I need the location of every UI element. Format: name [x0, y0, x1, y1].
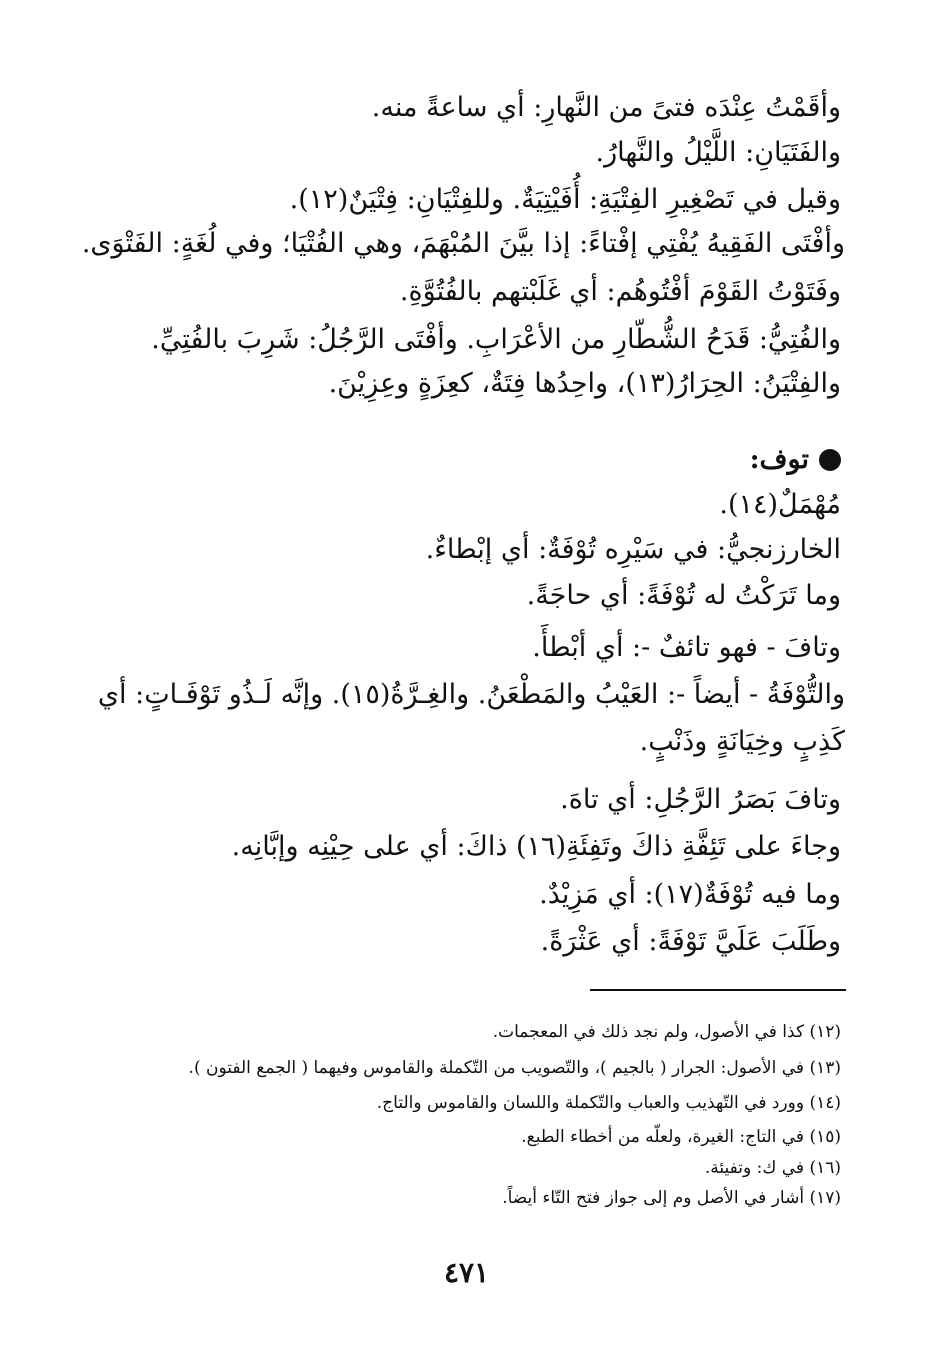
text-line: وما فيه تُوْفَةٌ(١٧): أي مَزِيْدٌ.: [539, 879, 841, 910]
entry-heading: [750, 440, 841, 480]
footnote: (١٦) في ك: وتفيئة.: [704, 1158, 841, 1178]
text-line: وفَتَوْتُ القَوْمَ أفْتُوهُم: أي غَلَبْتهم بالفُتُوَّةِ.: [399, 276, 841, 307]
text-line: والتُّوْفَةُ - أيضاً -: العَيْبُ والمَطْعَنُ. والغِـرَّةُ(١٥). وإنَّه لَـذُو تَوْفَـاتٍ: أي: [97, 679, 845, 710]
text-line: الخارزنجيُّ: في سَيْرِه تُوْفَةٌ: أي إبْطاءٌ.: [425, 534, 841, 565]
footnote: (١٢) كذا في الأصول، ولم نجد ذلك في المعجمات.: [492, 1022, 841, 1042]
footnote: (١٤) وورد في التّهذيب والعباب والتّكملة واللسان والقاموس والتاج.: [376, 1093, 841, 1113]
text-line: وتافَ بَصَرُ الرَّجُلِ: أي تاهَ.: [560, 784, 841, 815]
bullet-icon: [819, 449, 841, 471]
text-line: وما تَرَكْتُ له تُوْفَةً: أي حاجَةً.: [526, 580, 841, 611]
footnote: (١٧) أشار في الأصل وم إلى جواز فتح التّاء أيضاً.: [502, 1188, 841, 1208]
footnote-divider: [590, 989, 846, 991]
text-line: وأفْتَى الفَقِيهُ يُفْتِي إفْتاءً: إذا بيَّنَ المُبْهَمَ، وهي الفُتْيَا؛ وفي لُغَةٍ: الفَتْوَى.: [81, 228, 845, 259]
heading-text: توف:: [749, 444, 809, 475]
text-line: كَذِبٍ وخِيَانَةٍ وذَنْبٍ.: [639, 726, 845, 757]
text-line: والفُتِيُّ: قَدَحُ الشُّطّارِ من الأعْرَابِ. وأفْتَى الرَّجُلُ: شَرِبَ بالفُتِيِّ.: [151, 324, 841, 355]
text-line: والفِتْيَنُ: الحِرَارُ(١٣)، واحِدُها فِتَةٌ، كعِزَةٍ وعِزِيْنَ.: [328, 368, 841, 399]
text-line: وقيل في تَصْغِيرِ الفِتْيَةِ: أُفَيْتِيَةٌ. وللفِتْيَانِ: فِتْيَنٌ(١٢).: [289, 184, 841, 215]
text-line: وتافَ - فهو تائفٌ -: أي أبْطأَ.: [532, 632, 841, 663]
text-line: وأقَمْتُ عِنْدَه فتىً من النَّهارِ: أي ساعةً منه.: [371, 92, 841, 123]
text-line: والفَتَيَانِ: اللَّيْلُ والنَّهارُ.: [595, 137, 841, 168]
footnote: (١٣) في الأصول: الجرار ( بالجيم )، والتّصويب من التّكملة والقاموس وفيهما ( الجمع الفتون ).: [188, 1058, 841, 1078]
text-line: وطَلَبَ عَلَيَّ تَوْفَةً: أي عَثْرَةً.: [540, 926, 841, 957]
footnote: (١٥) في التاج: الغيرة، ولعلّه من أخطاء الطبع.: [521, 1127, 841, 1147]
page-number: ٤٧١: [443, 1256, 490, 1289]
text-line: مُهْمَلٌ(١٤).: [719, 489, 841, 520]
text-line: وجاءَ على تَئِفَّةِ ذاكَ وتَفِئَةِ(١٦) ذاكَ: أي على حِيْنِه وإبَّانِه.: [231, 831, 841, 862]
